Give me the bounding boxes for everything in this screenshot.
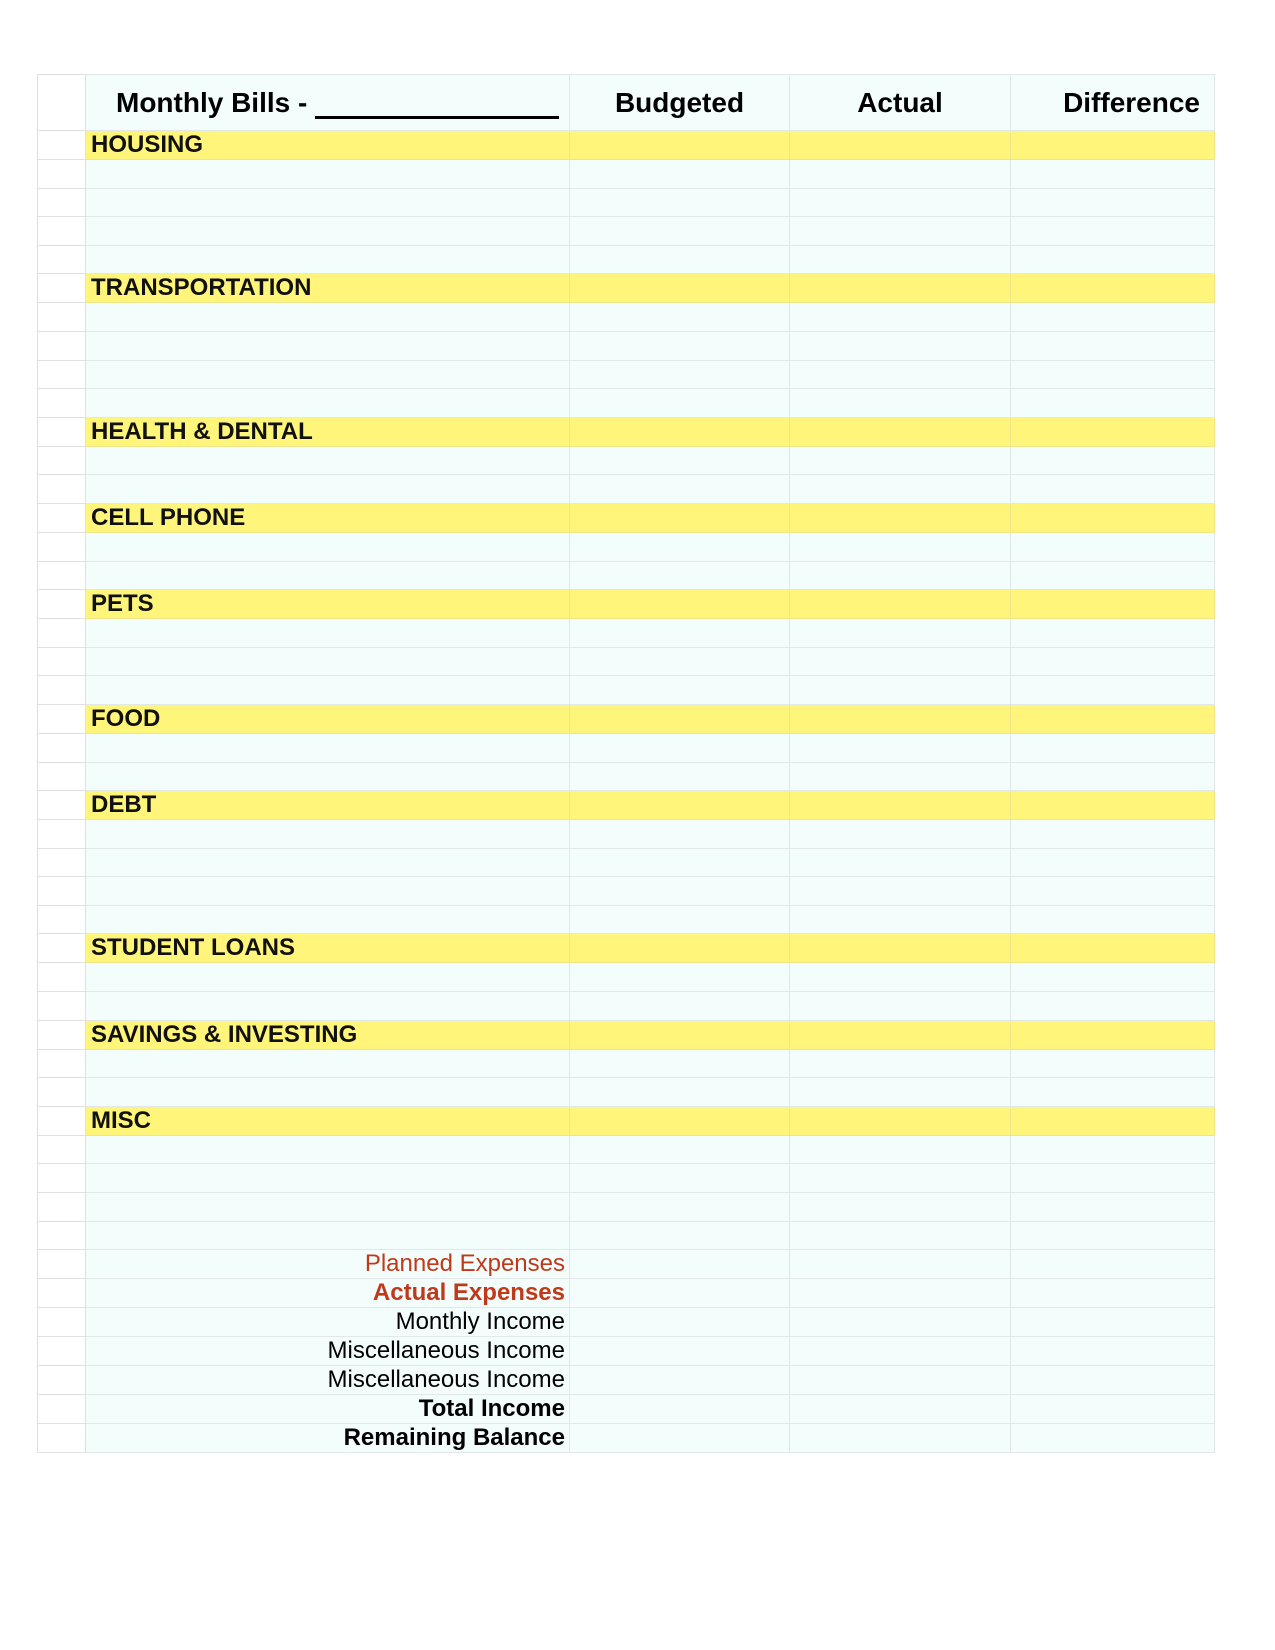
entry-row [38,848,1215,877]
entry-row [38,992,1215,1021]
category-label[interactable]: HEALTH & DENTAL [86,417,570,446]
difference-cell[interactable] [1011,676,1215,705]
difference-cell[interactable] [1011,619,1215,648]
actual-cell[interactable] [790,820,1011,849]
actual-cell[interactable] [790,1337,1011,1366]
budgeted-cell[interactable] [570,561,790,590]
actual-cell[interactable] [790,848,1011,877]
entry-row [38,217,1215,246]
actual-cell[interactable] [790,274,1011,303]
item-cell[interactable] [86,647,570,676]
difference-cell[interactable] [1011,1308,1215,1337]
difference-cell[interactable] [1011,1221,1215,1250]
actual-cell[interactable] [790,131,1011,160]
summary-label: Remaining Balance [86,1424,570,1453]
entry-row [38,647,1215,676]
budgeted-cell[interactable] [570,1337,790,1366]
actual-cell[interactable] [790,1395,1011,1424]
item-cell[interactable] [86,1135,570,1164]
item-cell[interactable] [86,303,570,332]
actual-cell[interactable] [790,303,1011,332]
category-label[interactable]: HOUSING [86,131,570,160]
actual-cell[interactable] [790,877,1011,906]
difference-cell[interactable] [1011,791,1215,820]
category-row-health [38,417,1215,446]
entry-row [38,160,1215,189]
item-cell[interactable] [86,733,570,762]
difference-cell[interactable] [1011,1135,1215,1164]
summary-row-planned-expenses [38,1250,1215,1279]
budgeted-cell[interactable] [570,820,790,849]
actual-cell[interactable] [790,360,1011,389]
summary-row-monthly-income [38,1308,1215,1337]
actual-cell[interactable] [790,188,1011,217]
item-cell[interactable] [86,1049,570,1078]
difference-cell[interactable] [1011,561,1215,590]
budgeted-cell[interactable] [570,131,790,160]
difference-cell[interactable] [1011,877,1215,906]
actual-cell[interactable] [790,1135,1011,1164]
actual-cell[interactable] [790,1020,1011,1049]
difference-cell[interactable] [1011,245,1215,274]
item-cell[interactable] [86,619,570,648]
category-label[interactable]: DEBT [86,791,570,820]
difference-cell[interactable] [1011,188,1215,217]
budgeted-cell[interactable] [570,1279,790,1308]
budgeted-cell[interactable] [570,934,790,963]
item-cell[interactable] [86,877,570,906]
difference-cell[interactable] [1011,963,1215,992]
difference-cell[interactable] [1011,704,1215,733]
budgeted-cell[interactable] [570,1221,790,1250]
summary-label: Planned Expenses [86,1250,570,1279]
difference-cell[interactable] [1011,820,1215,849]
entry-row [38,619,1215,648]
entry-row [38,475,1215,504]
item-cell[interactable] [86,532,570,561]
actual-cell[interactable] [790,676,1011,705]
summary-row-misc-income [38,1337,1215,1366]
actual-cell[interactable] [790,1279,1011,1308]
budgeted-cell[interactable] [570,360,790,389]
budgeted-cell[interactable] [570,245,790,274]
entry-row [38,360,1215,389]
difference-cell[interactable] [1011,1078,1215,1107]
category-row-misc [38,1106,1215,1135]
budgeted-cell[interactable] [570,1424,790,1453]
actual-cell[interactable] [790,245,1011,274]
header-row [38,75,1215,131]
item-cell[interactable] [86,820,570,849]
budgeted-cell[interactable] [570,676,790,705]
difference-cell[interactable] [1011,762,1215,791]
category-label[interactable]: FOOD [86,704,570,733]
summary-label: Actual Expenses [86,1279,570,1308]
budget-sheet [37,74,1214,1453]
entry-row [38,1221,1215,1250]
row-header-cell [38,75,86,131]
difference-cell[interactable] [1011,417,1215,446]
budgeted-cell[interactable] [570,733,790,762]
actual-cell[interactable] [790,417,1011,446]
actual-cell[interactable] [790,1164,1011,1193]
item-cell[interactable] [86,905,570,934]
difference-cell[interactable] [1011,1049,1215,1078]
category-label[interactable]: PETS [86,590,570,619]
budgeted-cell[interactable] [570,590,790,619]
item-cell[interactable] [86,848,570,877]
difference-cell[interactable] [1011,331,1215,360]
category-label[interactable]: STUDENT LOANS [86,934,570,963]
difference-cell[interactable] [1011,503,1215,532]
difference-cell[interactable] [1011,647,1215,676]
actual-cell[interactable] [790,934,1011,963]
difference-cell[interactable] [1011,1193,1215,1222]
item-cell[interactable] [86,963,570,992]
budgeted-cell[interactable] [570,992,790,1021]
summary-label: Total Income [86,1395,570,1424]
actual-cell[interactable] [790,561,1011,590]
item-cell[interactable] [86,245,570,274]
budgeted-cell[interactable] [570,963,790,992]
item-cell[interactable] [86,762,570,791]
difference-cell[interactable] [1011,1279,1215,1308]
budgeted-cell[interactable] [570,704,790,733]
difference-cell[interactable] [1011,905,1215,934]
budgeted-cell[interactable] [570,1164,790,1193]
title-blank-line[interactable] [315,86,559,119]
actual-cell[interactable] [790,1424,1011,1453]
item-cell[interactable] [86,1193,570,1222]
category-row-cell-phone [38,503,1215,532]
difference-cell[interactable] [1011,160,1215,189]
difference-cell[interactable] [1011,1395,1215,1424]
difference-cell[interactable] [1011,733,1215,762]
entry-row [38,676,1215,705]
entry-row [38,532,1215,561]
difference-cell[interactable] [1011,303,1215,332]
entry-row [38,762,1215,791]
actual-cell[interactable] [790,619,1011,648]
difference-cell[interactable] [1011,1250,1215,1279]
budgeted-cell[interactable] [570,1049,790,1078]
budgeted-cell[interactable] [570,1106,790,1135]
entry-row [38,303,1215,332]
difference-cell[interactable] [1011,992,1215,1021]
entry-row [38,331,1215,360]
category-row-housing [38,131,1215,160]
summary-row-total-income [38,1395,1215,1424]
budgeted-cell[interactable] [570,1250,790,1279]
actual-cell[interactable] [790,1078,1011,1107]
entry-row [38,1164,1215,1193]
budgeted-cell[interactable] [570,417,790,446]
item-cell[interactable] [86,676,570,705]
category-row-food [38,704,1215,733]
actual-cell[interactable] [790,217,1011,246]
summary-label: Monthly Income [86,1308,570,1337]
summary-label: Miscellaneous Income [86,1337,570,1366]
budgeted-cell[interactable] [570,1193,790,1222]
summary-row-actual-expenses [38,1279,1215,1308]
item-cell[interactable] [86,360,570,389]
item-cell[interactable] [86,1164,570,1193]
budgeted-cell[interactable] [570,1135,790,1164]
actual-cell[interactable] [790,905,1011,934]
difference-cell[interactable] [1011,1164,1215,1193]
category-row-savings [38,1020,1215,1049]
category-label[interactable]: SAVINGS & INVESTING [86,1020,570,1049]
category-label[interactable]: CELL PHONE [86,503,570,532]
actual-cell[interactable] [790,331,1011,360]
item-cell[interactable] [86,389,570,418]
budgeted-cell[interactable] [570,848,790,877]
difference-cell[interactable] [1011,389,1215,418]
actual-cell[interactable] [790,1106,1011,1135]
actual-cell[interactable] [790,791,1011,820]
budgeted-cell[interactable] [570,532,790,561]
budgeted-cell[interactable] [570,1366,790,1395]
budgeted-cell[interactable] [570,1395,790,1424]
difference-cell[interactable] [1011,1337,1215,1366]
budgeted-cell[interactable] [570,331,790,360]
summary-label: Miscellaneous Income [86,1366,570,1395]
entry-row [38,1135,1215,1164]
difference-cell[interactable] [1011,131,1215,160]
actual-cell[interactable] [790,532,1011,561]
difference-cell[interactable] [1011,274,1215,303]
difference-cell[interactable] [1011,848,1215,877]
budgeted-cell[interactable] [570,905,790,934]
category-row-debt [38,791,1215,820]
difference-cell[interactable] [1011,360,1215,389]
difference-cell[interactable] [1011,590,1215,619]
item-cell[interactable] [86,1078,570,1107]
difference-cell[interactable] [1011,934,1215,963]
difference-cell[interactable] [1011,1424,1215,1453]
actual-cell[interactable] [790,1250,1011,1279]
summary-row-misc-income [38,1366,1215,1395]
entry-row [38,446,1215,475]
summary-row-remaining-balance [38,1424,1215,1453]
column-header-budgeted: Budgeted [570,75,790,131]
entry-row [38,1193,1215,1222]
difference-cell[interactable] [1011,532,1215,561]
entry-row [38,820,1215,849]
entry-row [38,733,1215,762]
actual-cell[interactable] [790,733,1011,762]
budgeted-cell[interactable] [570,303,790,332]
budgeted-cell[interactable] [570,619,790,648]
item-cell[interactable] [86,188,570,217]
actual-cell[interactable] [790,704,1011,733]
budget-table [37,74,1215,1453]
budgeted-cell[interactable] [570,647,790,676]
actual-cell[interactable] [790,389,1011,418]
budgeted-cell[interactable] [570,1078,790,1107]
item-cell[interactable] [86,446,570,475]
budgeted-cell[interactable] [570,274,790,303]
difference-cell[interactable] [1011,446,1215,475]
difference-cell[interactable] [1011,217,1215,246]
item-cell[interactable] [86,217,570,246]
budgeted-cell[interactable] [570,1020,790,1049]
difference-cell[interactable] [1011,1020,1215,1049]
actual-cell[interactable] [790,1308,1011,1337]
entry-row [38,905,1215,934]
budgeted-cell[interactable] [570,791,790,820]
item-cell[interactable] [86,331,570,360]
budgeted-cell[interactable] [570,503,790,532]
entry-row [38,1078,1215,1107]
budgeted-cell[interactable] [570,877,790,906]
actual-cell[interactable] [790,1193,1011,1222]
category-label[interactable]: MISC [86,1106,570,1135]
column-header-actual: Actual [790,75,1011,131]
item-cell[interactable] [86,160,570,189]
budgeted-cell[interactable] [570,762,790,791]
category-row-student-loans [38,934,1215,963]
entry-row [38,877,1215,906]
difference-cell[interactable] [1011,475,1215,504]
item-cell[interactable] [86,561,570,590]
column-header-difference: Difference [1011,75,1215,131]
budgeted-cell[interactable] [570,188,790,217]
category-row-pets [38,590,1215,619]
actual-cell[interactable] [790,475,1011,504]
actual-cell[interactable] [790,762,1011,791]
title-cell[interactable] [86,75,570,131]
actual-cell[interactable] [790,446,1011,475]
budgeted-cell[interactable] [570,160,790,189]
budgeted-cell[interactable] [570,475,790,504]
item-cell[interactable] [86,1221,570,1250]
actual-cell[interactable] [790,590,1011,619]
budgeted-cell[interactable] [570,389,790,418]
actual-cell[interactable] [790,992,1011,1021]
entry-row [38,188,1215,217]
actual-cell[interactable] [790,160,1011,189]
budgeted-cell[interactable] [570,1308,790,1337]
item-cell[interactable] [86,475,570,504]
item-cell[interactable] [86,992,570,1021]
actual-cell[interactable] [790,963,1011,992]
actual-cell[interactable] [790,503,1011,532]
category-label[interactable]: TRANSPORTATION [86,274,570,303]
actual-cell[interactable] [790,1221,1011,1250]
entry-row [38,561,1215,590]
entry-row [38,389,1215,418]
actual-cell[interactable] [790,1366,1011,1395]
difference-cell[interactable] [1011,1106,1215,1135]
difference-cell[interactable] [1011,1366,1215,1395]
budgeted-cell[interactable] [570,217,790,246]
budgeted-cell[interactable] [570,446,790,475]
actual-cell[interactable] [790,647,1011,676]
sheet-title: Monthly Bills - [116,86,308,118]
entry-row [38,1049,1215,1078]
entry-row [38,245,1215,274]
actual-cell[interactable] [790,1049,1011,1078]
entry-row [38,963,1215,992]
category-row-transportation [38,274,1215,303]
